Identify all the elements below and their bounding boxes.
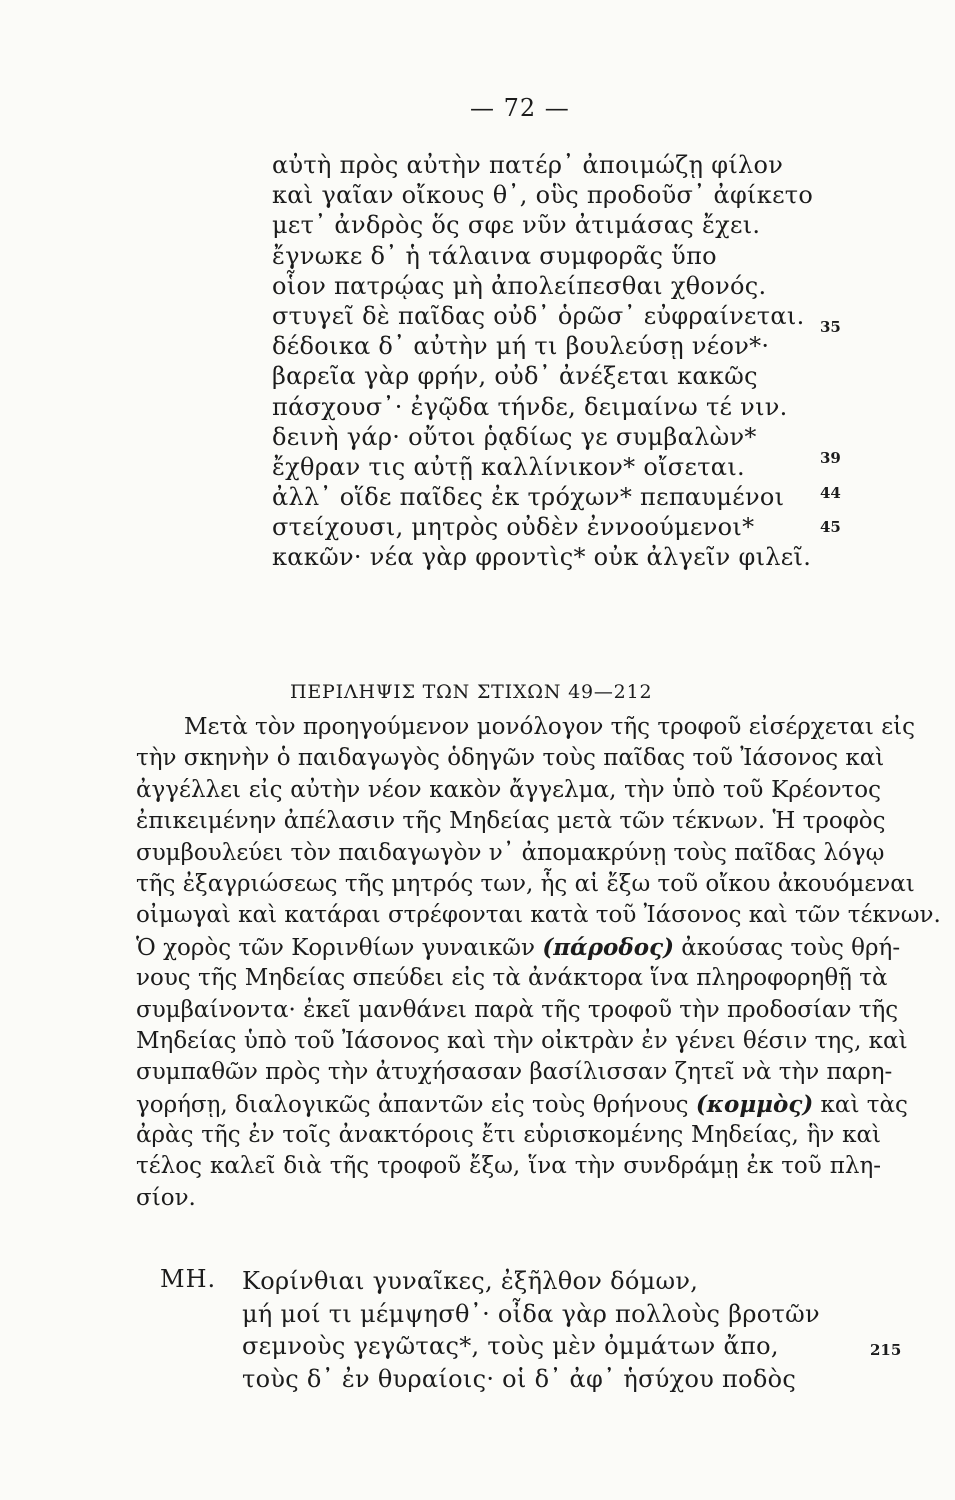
summary-line: τῆς ἐξαγριώσεως τῆς μητρός των, ἧς αἱ ἔξω τοῦ οἴκου ἀκουόμεναι	[136, 870, 915, 897]
dialogue-line: τοὺς δ᾽ ἐν θυραίοις· οἱ δ᾽ ἀφ᾽ ἡσύχου ποδὸς	[242, 1364, 797, 1393]
line-number: 35	[820, 318, 841, 336]
dialogue-line: σεμνοὺς γεγῶτας*, τοὺς μὲν ὀμμάτων ἄπο,	[242, 1332, 779, 1360]
summary-line: γορήσῃ, διαλογικῶς ἀπαντῶν εἰς τοὺς θρήνους (κομμὸς) καὶ τὰς	[136, 1090, 908, 1118]
dialogue-line: Κορίνθιαι γυναῖκες, ἐξῆλθον δόμων,	[242, 1267, 699, 1295]
verse-line: ἔγνωκε δ᾽ ἡ τάλαινα συμφορᾶς ὕπο	[272, 241, 717, 270]
technical-term: (κομμὸς)	[695, 1090, 814, 1118]
summary-line: τέλος καλεῖ διὰ τῆς τροφοῦ ἔξω, ἵνα τὴν συνδράμῃ ἐκ τοῦ πλη-	[136, 1153, 881, 1180]
line-number: 215	[870, 1341, 902, 1359]
line-number: 39	[820, 449, 841, 467]
verse-line: ἀλλ᾽ οἵδε παῖδες ἐκ τρόχων* πεπαυμένοι	[272, 483, 785, 512]
dialogue-lines	[242, 1265, 882, 1395]
verse-line: οἷον πατρῴας μὴ ἀπολείπεσθαι χθονός.	[272, 271, 767, 300]
line-number: 45	[820, 518, 841, 536]
section-heading: ΠΕΡΙΛΗΨΙΣ ΤΩΝ ΣΤΙΧΩΝ 49—212	[290, 681, 653, 703]
verse-line: βαρεῖα γὰρ φρήν, οὐδ᾽ ἀνέξεται κακῶς	[272, 362, 758, 391]
page-number: — 72 —	[470, 94, 570, 122]
summary-line: συμπαθῶν πρὸς τὴν ἀτυχήσασαν βασίλισσαν ζητεῖ νὰ τὴν παρη-	[136, 1059, 893, 1086]
verse-line: κακῶν· νέα γὰρ φροντὶς* οὐκ ἀλγεῖν φιλεῖ.	[272, 543, 812, 572]
verse-line: καὶ γαῖαν οἴκους θ᾽, οὓς προδοῦσ᾽ ἀφίκετο	[272, 181, 814, 210]
summary-line: ἐπικειμένην ἀπέλασιν τῆς Μηδείας μετὰ τῶν τέκνων. Ἡ τροφὸς	[136, 808, 886, 835]
summary-line: ἀγγέλλει εἰς αὐτὴν νέον κακὸν ἄγγελμα, τὴν ὑπὸ τοῦ Κρέοντος	[136, 776, 881, 803]
line-number: 44	[820, 484, 841, 502]
summary-line: Ὁ χορὸς τῶν Κορινθίων γυναικῶν (πάροδος) ἀκούσας τοὺς θρή-	[136, 933, 901, 961]
summary-paragraph	[136, 712, 941, 1214]
summary-line: σίον.	[136, 1184, 196, 1211]
dialogue-line: μή μοί τι μέμψησθ᾽· οἶδα γὰρ πολλοὺς βροτῶν	[242, 1299, 820, 1328]
summary-line: οἰμωγαὶ καὶ κατάραι στρέφονται κατὰ τοῦ Ἰάσονος καὶ τῶν τέκνων.	[136, 902, 941, 929]
speaker-label: ΜΗ.	[160, 1265, 217, 1293]
summary-line: νους τῆς Μηδείας σπεύδει εἰς τὰ ἀνάκτορα ἵνα πληροφορηθῇ τὰ	[136, 965, 888, 992]
summary-line: Μετὰ τὸν προηγούμενον μονόλογον τῆς τροφοῦ εἰσέρχεται εἰς	[184, 714, 916, 740]
verse-line: πάσχουσ᾽· ἐγῷδα τήνδε, δειμαίνω τέ νιν.	[272, 392, 788, 421]
summary-line: τὴν σκηνὴν ὁ παιδαγωγὸς ὁδηγῶν τοὺς παῖδας τοῦ Ἰάσονος καὶ	[136, 745, 885, 772]
verse-passage	[272, 150, 814, 573]
summary-line: ἀρὰς τῆς ἐν τοῖς ἀνακτόροις ἔτι εὑρισκομένης Μηδείας, ἣν καὶ	[136, 1122, 881, 1149]
verse-line: στυγεῖ δὲ παῖδας οὐδ᾽ ὁρῶσ᾽ εὐφραίνεται.	[272, 301, 805, 330]
verse-line: μετ᾽ ἀνδρὸς ὅς σφε νῦν ἀτιμάσας ἔχει.	[272, 211, 761, 240]
verse-line: ἔχθραν τις αὐτῇ καλλίνικον* οἴσεται.	[272, 452, 745, 481]
summary-line: Μηδείας ὑπὸ τοῦ Ἰάσονος καὶ τὴν οἰκτρὰν ἐν γένει θέσιν της, καὶ	[136, 1027, 908, 1054]
verse-line: στείχουσι, μητρὸς οὐδὲν ἐννοούμενοι*	[272, 513, 755, 542]
summary-line: συμβουλεύει τὸν παιδαγωγὸν ν᾽ ἀπομακρύνῃ τοὺς παῖδας λόγῳ	[136, 839, 885, 866]
verse-line: δεινὴ γάρ· οὔτοι ῥᾳδίως γε συμβαλὼν*	[272, 422, 757, 451]
verse-line: αὐτὴ πρὸς αὐτὴν πατέρ᾽ ἀποιμώζῃ φίλον	[272, 151, 784, 179]
technical-term: (πάροδος)	[542, 933, 674, 961]
verse-line: δέδοικα δ᾽ αὐτὴν μή τι βουλεύσῃ νέον*·	[272, 332, 770, 361]
summary-line: συμβαίνοντα· ἐκεῖ μανθάνει παρὰ τῆς τροφοῦ τὴν προδοσίαν τῆς	[136, 996, 899, 1023]
